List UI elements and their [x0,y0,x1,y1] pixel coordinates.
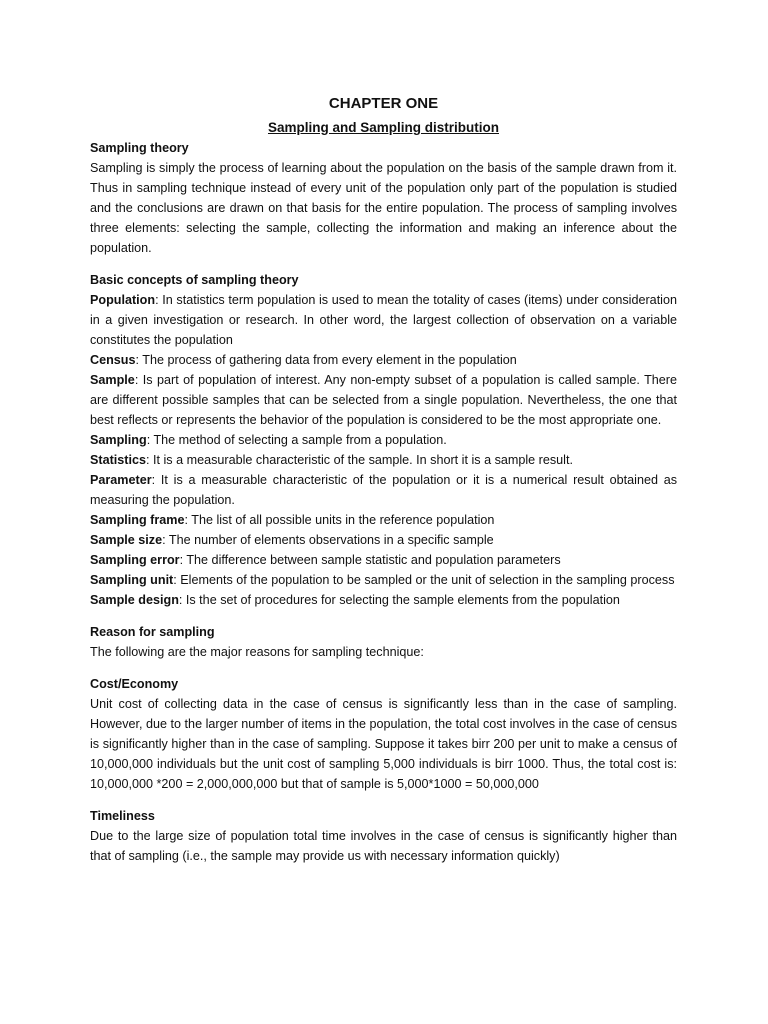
definition-term: Sampling unit [90,573,174,587]
cost-paragraph: Unit cost of collecting data in the case of census is significantly less than in the case of sampling. However, due to the larger number of items in the population, the total cost involves in the case of census is significantly higher than in the case of sampling. Suppose it takes birr 200 per unit to make a census of 10,000,000 individuals but the unit cost of sampling 5,000 individuals is birr 1000. Thus, the total cost is: 10,000,000 *200 = 2,000,000,000 but that of sample is 5,000*1000 = 50,000,000 [90,697,677,791]
definition-text: Elements of the population to be sampled or the unit of selection in the sampling process [180,573,675,587]
timeliness-paragraph: Due to the large size of population total time involves in the case of census is significantly higher than that of sampling (i.e., the sample may provide us with necessary information quickly) [90,829,677,863]
definition-text: It is a measurable characteristic of the population or it is a numerical result obtained as measuring the population. [90,473,678,507]
definition-statistics: Statistics: It is a measurable characteristic of the sample. In short it is a sample result. [90,453,573,467]
definition-population: Population: In statistics term population is used to mean the totality of cases (items) under consideration in a given investigation or research. In other word, the largest collection of observation on a variable constitutes the population [90,293,677,347]
definition-term: Sample [90,373,135,387]
definition-text: Is the set of procedures for selecting the sample elements from the population [185,593,620,607]
definition-sample-design: Sample design: Is the set of procedures for selecting the sample elements from the population [90,593,620,607]
definition-sampling-unit: Sampling unit: Elements of the population to be sampled or the unit of selection in the sampling process [90,573,675,587]
definition-sample: Sample: Is part of population of interest. Any non-empty subset of a population is called sample. There are different possible samples that can be selected from a single population. Nevertheless, the one that best reflects or represents the behavior of the population is considered to be the most appropriate one. [90,373,677,427]
definition-term: Population [90,293,156,307]
definition-census: Census: The process of gathering data from every element in the population [90,353,517,367]
definition-text: Is part of population of interest. Any non-empty subset of a population is called sample. There are different possible samples that can be selected from a single population. Nevertheless, the one that best reflects or represents the behavior of the population is considered to be the most appropriate one. [90,373,677,427]
definition-term: Sampling error [90,553,180,567]
definition-sampling-frame: Sampling frame: The list of all possible units in the reference population [90,513,495,527]
definition-sampling-error: Sampling error: The difference between sample statistic and population parameters [90,553,561,567]
definition-term: Sampling [90,433,147,447]
document-body [90,138,677,866]
definition-sampling: Sampling: The method of selecting a sample from a population. [90,433,447,447]
definition-text: In statistics term population is used to mean the totality of cases (items) under consideration in a given investigation or research. In other word, the largest collection of observation on a variable constitutes the population [90,293,677,347]
definition-term: Parameter [90,473,152,487]
definition-text: The method of selecting a sample from a population. [153,433,447,447]
definition-term: Sample design [90,593,179,607]
section-heading-cost: Cost/Economy [90,677,179,691]
sampling-theory-paragraph: Sampling is simply the process of learning about the population on the basis of the sample drawn from it. Thus in sampling technique instead of every unit of the population only part of the population is studied and the conclusions are drawn on that basis for the entire population. The process of sampling involves three elements: selecting the sample, collecting the information and making an inference about the population. [90,161,677,255]
definition-list [90,290,677,610]
section-heading-sampling-theory: Sampling theory [90,141,189,155]
section-heading-basic-concepts: Basic concepts of sampling theory [90,273,299,287]
chapter-title: CHAPTER ONE [328,95,439,112]
definition-parameter: Parameter: It is a measurable characteristic of the population or it is a numerical result obtained as measuring the population. [90,473,678,507]
section-heading-timeliness: Timeliness [90,809,155,823]
definition-sample-size: Sample size: The number of elements observations in a specific sample [90,533,494,547]
definition-term: Census [90,353,136,367]
definition-text: The process of gathering data from every element in the population [142,353,517,367]
reason-paragraph: The following are the major reasons for sampling technique: [90,645,424,659]
chapter-subtitle: Sampling and Sampling distribution [267,120,499,135]
definition-term: Statistics [90,453,146,467]
definition-text: The difference between sample statistic and population parameters [186,553,561,567]
definition-term: Sampling frame [90,513,185,527]
definition-text: It is a measurable characteristic of the sample. In short it is a sample result. [153,453,573,467]
section-heading-reason: Reason for sampling [90,625,215,639]
definition-text: The number of elements observations in a specific sample [168,533,494,547]
definition-term: Sample size [90,533,163,547]
definition-text: The list of all possible units in the reference population [191,513,495,527]
